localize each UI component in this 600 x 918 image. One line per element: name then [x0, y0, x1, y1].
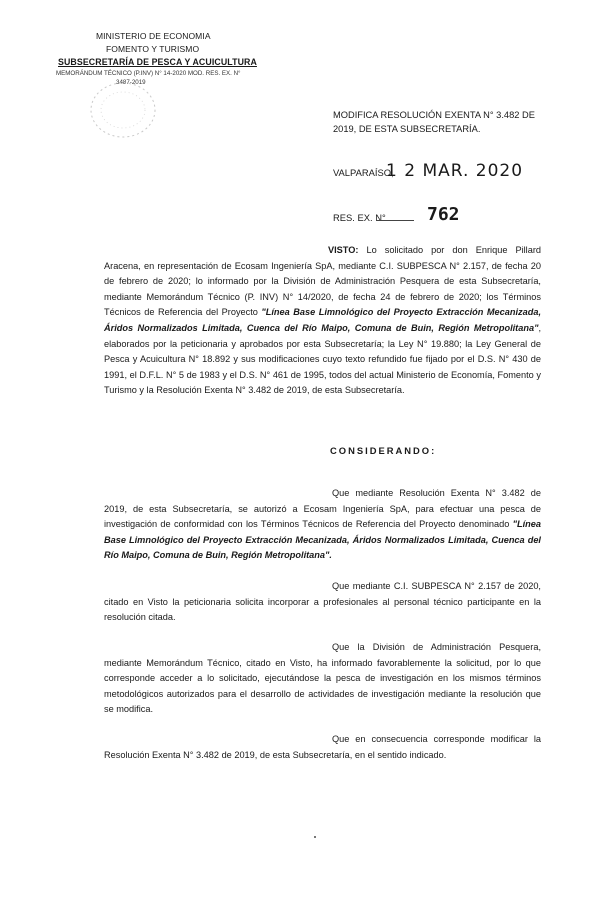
header-memo-ref-year: 3487-2019	[116, 79, 146, 86]
date-stamp: 1 2 MAR. 2020	[386, 161, 524, 181]
resolution-number: 762	[427, 204, 460, 225]
header-memo-ref: MEMORÁNDUM TÉCNICO (P.INV) N° 14-2020 MOD. RES. EX. N°	[56, 70, 241, 77]
scan-dot	[314, 836, 316, 838]
visto-text-1: Lo solicitado por don Enrique Pillard Aracena, en representación de Ecosam Ingeniería SpA, mediante C.I. SUBPESCA N° 2.157, de fecha 20 de febrero de 2020; lo informado por la División de Administración Pesquera de esta Subsecretaría, mediante Memorándum Técnico (P. INV) N° 14/2020, de fecha 24 de febrero de 2020; los Términos Técnicos de Referencia del Proyecto	[104, 245, 541, 318]
institutional-seal	[86, 78, 160, 142]
visto-text-2: , elaborados por la peticionaria y aprobados por esta Subsecretaría; la Ley N° 19.880; la Ley General de Pesca y Acuicultura N° 18.892 y sus modificaciones cuyo texto refundido fue fijado por el D.S. N° 430 de 1991, el D.F.L. N° 5 de 1983 y el D.S. N° 461 de 1995, todos del actual Ministerio de Economía, Fomento y Turismo y la Resolución Exenta N° 3.482 de 2019, de esta Subsecretaría.	[104, 322, 541, 396]
considerando-paragraph-1	[104, 486, 541, 564]
visto-label: VISTO:	[328, 245, 359, 255]
matter-line-1: MODIFICA RESOLUCIÓN EXENTA N° 3.482 DE	[333, 110, 535, 120]
considerando-paragraph-2: Que mediante C.I. SUBPESCA N° 2.157 de 2020, citado en Visto la peticionaria solicita incorporar a profesionales al personal técnico participante en la resolución citada.	[104, 581, 541, 623]
visto-paragraph	[104, 243, 541, 399]
considerando-title: CONSIDERANDO:	[330, 445, 437, 456]
header-ministry-sub: FOMENTO Y TURISMO	[106, 44, 200, 54]
considerando-paragraph-3: Que la División de Administración Pesquera, mediante Memorándum Técnico, citado en Visto, ha informado favorablemente la solicitud, por lo que corresponde acceder a lo solicitado, ejecutándose la pesca de investigación en los mismos términos metodológicos autorizados para el desarrollo de actividades de investigación mediante la resolución que se modifica.	[104, 642, 541, 715]
resolution-label: RES. EX. N°	[333, 212, 386, 223]
header-ministry: MINISTERIO DE ECONOMIA	[96, 31, 211, 41]
matter-line-2: 2019, DE ESTA SUBSECRETARÍA.	[333, 124, 481, 134]
visto-project-title: "Línea Base Limnológico del Proyecto Extracción Mecanizada, Áridos Normalizados Limitada, Cuenca del Río Maipo, Comuna de Buin, Región Metropolitana"	[104, 307, 541, 333]
header-subsecretaria: SUBSECRETARÍA DE PESCA Y ACUICULTURA	[58, 57, 257, 67]
resolution-matter	[333, 108, 548, 136]
place-city: VALPARAÍSO,	[333, 167, 394, 178]
considerando-p1-project: "Línea Base Limnológico del Proyecto Extracción Mecanizada, Áridos Normalizados Limitada, Cuenca del Río Maipo, Comuna de Buin, Región Metropolitana".	[104, 519, 541, 561]
resolution-number-underline	[376, 220, 414, 221]
considerando-paragraph-4: Que en consecuencia corresponde modificar la Resolución Exenta N° 3.482 de 2019, de esta Subsecretaría, en el sentido indicado.	[104, 734, 541, 760]
considerando-p1-text: Que mediante Resolución Exenta N° 3.482 de 2019, de esta Subsecretaría, se autorizó a Ecosam Ingeniería SpA, para efectuar una pesca de investigación de conformidad con los Términos Técnicos de Referencia del Proyecto denominado	[104, 488, 541, 530]
